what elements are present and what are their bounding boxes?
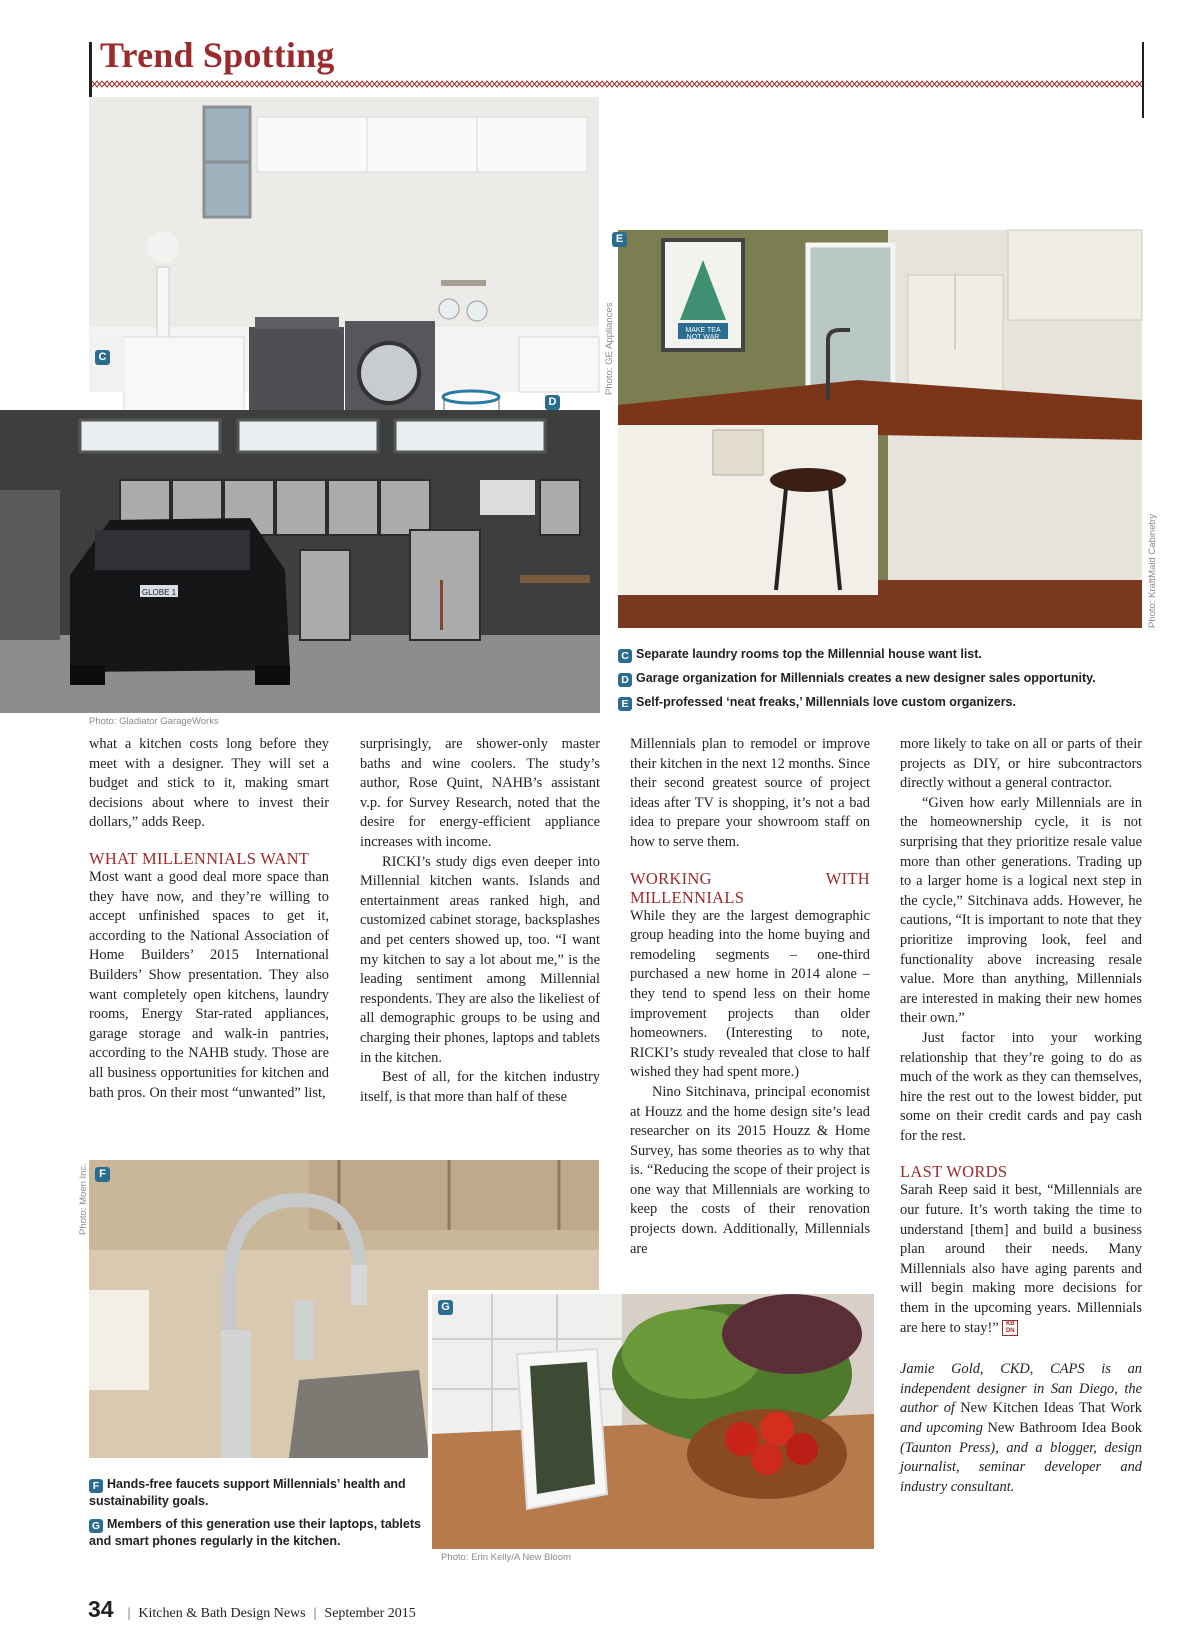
book-title: New Bathroom Idea Book bbox=[987, 1420, 1142, 1436]
photo-badge-c: C bbox=[95, 350, 110, 365]
photo-credit-gladiator: Photo: Gladiator GarageWorks bbox=[89, 716, 219, 727]
publication-name: Kitchen & Bath Design News bbox=[138, 1606, 306, 1621]
caption-badge-f: F bbox=[89, 1479, 103, 1493]
photo-credit-kraftmaid: Photo: KraftMaid Cabinetry bbox=[1147, 513, 1158, 628]
caption-badge-c: C bbox=[618, 649, 632, 663]
caption-badge-e: E bbox=[618, 697, 632, 711]
page-footer bbox=[88, 1596, 416, 1623]
kbdn-end-mark: KB DN bbox=[1002, 1320, 1018, 1336]
page-number: 34 bbox=[88, 1596, 114, 1622]
book-title: New Kitchen Ideas That Work bbox=[960, 1400, 1142, 1417]
paragraph: RICKI’s study digs even deeper into Millennial kitchen wants. Islands and entertainment areas ranked high, and customized cabinet storage, backsplashes and pet centers showed up, too. “I want my kitchen to say a lot about me,” is the leading sentiment among Millennial respondents. They are also the likeliest of all demographic groups to be using and charging their phones, laptops and tablets in the kitchen. bbox=[360, 853, 600, 1066]
issue-date: September 2015 bbox=[324, 1606, 416, 1621]
paragraph bbox=[900, 1181, 1142, 1338]
paragraph: While they are the largest demographic group heading into the home buying and remodeling segments – one-third purchased a new home in 2014 alone – they tend to spend less on their home improvement projects than older homeowners. (Interesting to note, RICKI’s study revealed that close to half wished they had spent more.) bbox=[630, 907, 870, 1081]
paragraph-text: Sarah Reep said it best, “Millennials are our future. It’s worth taking the time to understand [them] and build a business plan around their needs. Many Millennials also have aging parents and will begin making more decisions for them in the upcoming years. Millennials are here to stay!” bbox=[900, 1182, 1142, 1336]
paragraph: more likely to take on all or parts of their projects as DIY, or hire subcontractors directly without a general contractor. bbox=[900, 736, 1142, 792]
article-column-4 bbox=[900, 735, 1142, 1497]
footer-separator: | bbox=[313, 1606, 317, 1621]
header-rule-right bbox=[1142, 42, 1144, 118]
license-plate-text: GLOBE 1 bbox=[141, 588, 177, 597]
caption-f bbox=[89, 1476, 424, 1509]
poster-text: MAKE TEA bbox=[685, 327, 721, 334]
caption-e-text: Self-professed ‘neat freaks,’ Millennials love custom organizers. bbox=[636, 695, 1016, 709]
photo-badge-g: G bbox=[438, 1300, 453, 1315]
kitchen-island-illustration bbox=[618, 230, 1142, 628]
caption-d bbox=[618, 670, 1178, 687]
caption-c-text: Separate laundry rooms top the Millennial house want list. bbox=[636, 647, 982, 661]
photo-garage bbox=[0, 396, 600, 713]
paragraph: what a kitchen costs long before they meet with a designer. They will set a budget and stick to it, making smart decisions about where to invest their dollars,” adds Reep. bbox=[89, 736, 329, 831]
caption-f-text: Hands-free faucets support Millennials’ health and sustainability goals. bbox=[89, 1477, 406, 1508]
photo-laundry-room bbox=[89, 97, 599, 392]
photo-badge-e: E bbox=[612, 232, 627, 247]
laundry-room-illustration bbox=[89, 97, 599, 392]
author-bio: Jamie Gold, CKD, CAPS is an independent designer in San Diego, the author of New Kitchen Ideas That Work and upcoming New Bathroom Idea Book (Taunton Press), and a blogger, design journalist, seminar developer and industry consultant. bbox=[900, 1361, 1142, 1495]
photo-credit-ge: Photo: GE Appliances bbox=[604, 302, 615, 395]
section-title: Trend Spotting bbox=[100, 35, 335, 75]
photo-credit-erin-kelly: Photo: Erin Kelly/A New Bloom bbox=[441, 1552, 571, 1563]
photo-badge-f: F bbox=[95, 1167, 110, 1182]
caption-c bbox=[618, 646, 1158, 663]
paragraph: surprisingly, are shower-only master baths and wine coolers. The study’s author, Rose Quint, NAHB’s assistant v.p. for Survey Research, noted that the desire for energy-efficient appliance increases with income. bbox=[360, 736, 600, 850]
paragraph: Millennials plan to remodel or improve their kitchen in the next 12 months. Since their second greatest source of project ideas after TV is shopping, it’s not a bad idea to prepare your showroom staff on how to serve them. bbox=[630, 736, 870, 850]
photo-badge-d: D bbox=[545, 395, 560, 410]
article-column-3 bbox=[630, 735, 870, 1259]
caption-d-text: Garage organization for Millennials creates a new designer sales opportunity. bbox=[636, 671, 1096, 685]
tablet-vegetables-illustration bbox=[432, 1294, 874, 1549]
decorative-zigzag-border bbox=[92, 78, 1142, 90]
caption-badge-g: G bbox=[89, 1519, 103, 1533]
paragraph: Best of all, for the kitchen industry itself, is that more than half of these bbox=[360, 1069, 600, 1105]
photo-kitchen-island bbox=[615, 230, 1142, 628]
photo-tablet-vegetables bbox=[428, 1290, 878, 1553]
article-column-2 bbox=[360, 735, 600, 1107]
heading-what-millennials-want: WHAT MILLENNIALS WANT bbox=[89, 848, 310, 868]
heading-last-words: LAST WORDS bbox=[900, 1162, 1008, 1182]
caption-e bbox=[618, 694, 1178, 711]
caption-g-text: Members of this generation use their laptops, tablets and smart phones regularly in the kitchen. bbox=[89, 1517, 421, 1548]
header-rule-left bbox=[89, 42, 92, 102]
garage-illustration bbox=[0, 410, 600, 713]
caption-badge-d: D bbox=[618, 673, 632, 687]
article-column-1 bbox=[89, 735, 329, 1103]
heading-working-with-millennials: WORKING WITH MILLENNIALS bbox=[630, 868, 870, 907]
paragraph: Most want a good deal more space than they have now, and they’re willing to accept unfinished spaces to get it, according to the National Association of Home Builders’ 2015 International Builders’ Show presentation. They also want completely open kitchens, laundry rooms, Energy Star-rated appliances, garage storage and walk-in pantries, according to the NAHB study. Those are all business opportunities for kitchen and bath pros. On their most “unwanted” list, bbox=[89, 868, 329, 1101]
poster-text: NOT WAR bbox=[686, 334, 720, 341]
paragraph: “Given how early Millennials are in the homeownership cycle, it is not surprising that they prioritize resale value more than other generations. Trading up to a larger home is a logical next step in the cycle,” Sitchinava adds. However, he cautions, “It is important to note that they prioritize improving look, feel and functionality above increasing resale value. More than anything, Millennials are interested in making their new homes their own.” bbox=[900, 794, 1142, 1027]
footer-separator: | bbox=[127, 1606, 131, 1621]
paragraph: Just factor into your working relationship that they’re going to do as much of the work as they can themselves, hire the rest out to the lowest bidder, put some on their credit cards and pay cash for the rest. bbox=[900, 1029, 1142, 1144]
caption-g bbox=[89, 1516, 424, 1549]
paragraph: Nino Sitchinava, principal economist at Houzz and the home design site’s lead researcher on its 2015 Houzz & Home Survey, has some theories as to why that is. “Reducing the scope of their project is one way that Millennials are working to keep the costs of their renovation projects down. Additionally, Millennials are bbox=[630, 1083, 870, 1257]
photo-credit-moen: Photo: Moen Inc. bbox=[78, 1163, 89, 1235]
